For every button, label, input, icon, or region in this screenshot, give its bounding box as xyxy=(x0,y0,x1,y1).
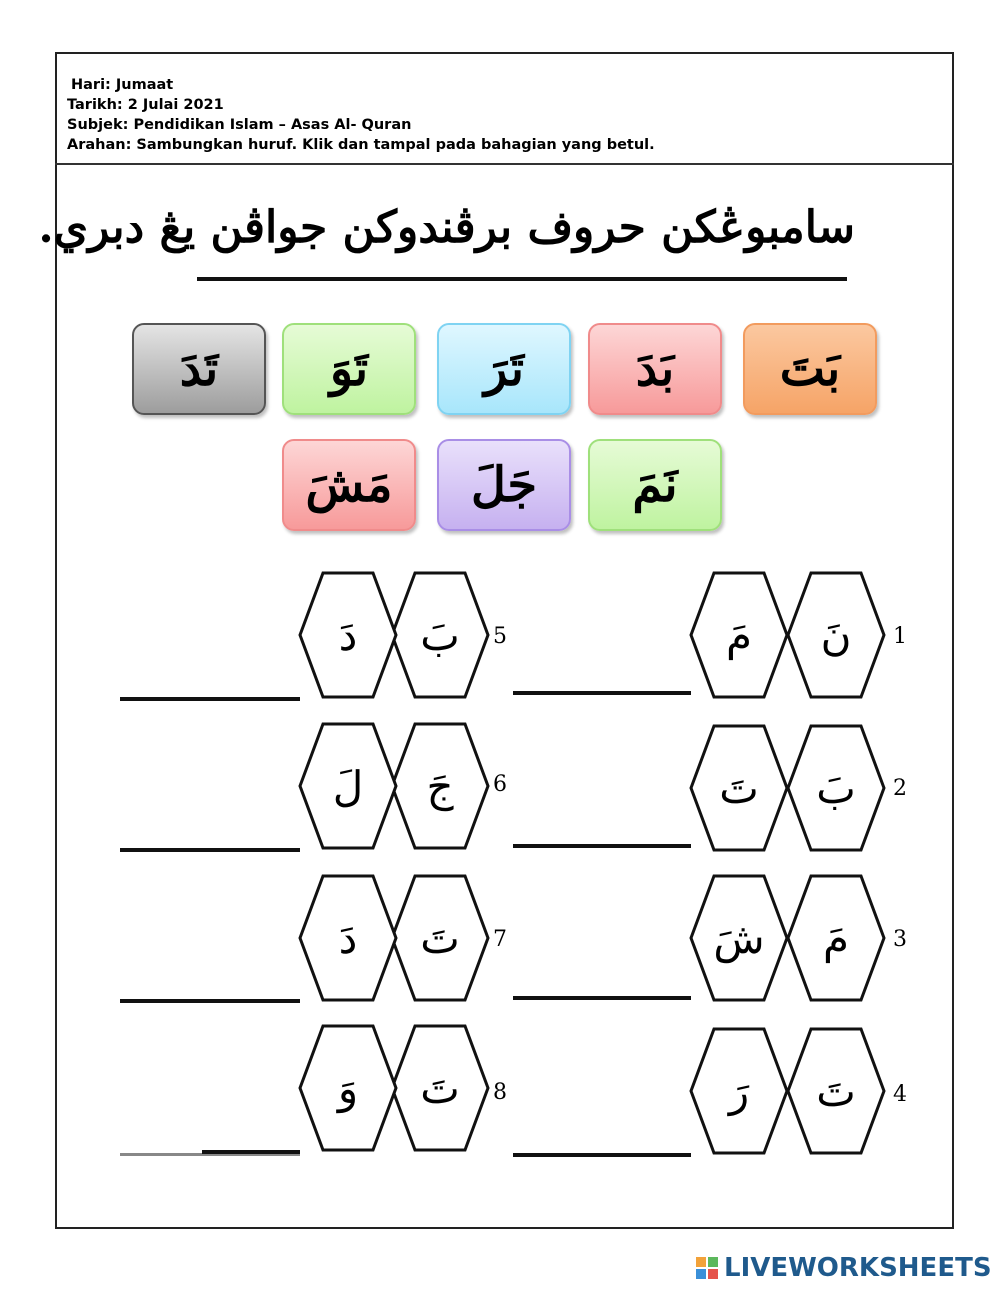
header-divider xyxy=(55,163,954,165)
letter-hexagon xyxy=(689,1027,789,1155)
answer-tile[interactable]: مَشَ xyxy=(282,439,416,531)
question-number: 6 xyxy=(493,772,507,797)
hexagon-letter: نَ xyxy=(820,610,852,660)
header-day: Hari: Jumaat xyxy=(71,77,174,93)
hexagon-letter: جَ xyxy=(426,761,454,811)
hexagon-letter: دَ xyxy=(338,913,358,963)
answer-tile[interactable]: بَدَ xyxy=(588,323,722,415)
hexagon-letter: تَ xyxy=(420,1063,460,1113)
answer-blank[interactable] xyxy=(513,996,691,1000)
answer-tile[interactable]: تَدَ xyxy=(132,323,266,415)
answer-tile[interactable]: نَمَ xyxy=(588,439,722,531)
letter-hexagon xyxy=(390,874,490,1002)
answer-blank[interactable] xyxy=(120,848,300,852)
letter-hexagon xyxy=(689,571,789,699)
hexagon-letter: تَ xyxy=(816,1066,856,1116)
letter-hexagon xyxy=(786,874,886,1002)
letter-hexagon xyxy=(786,724,886,852)
question-number: 8 xyxy=(493,1080,507,1105)
answer-blank-ink xyxy=(202,1150,300,1154)
answer-blank[interactable] xyxy=(513,844,691,848)
hexagon-letter: رَ xyxy=(728,1066,750,1116)
letter-hexagon xyxy=(298,874,398,1002)
hexagon-letter: تَ xyxy=(420,913,460,963)
letter-hexagon xyxy=(689,724,789,852)
question-number: 5 xyxy=(493,624,507,649)
answer-tile[interactable]: تَوَ xyxy=(282,323,416,415)
letter-hexagon xyxy=(298,1024,398,1152)
answer-blank[interactable] xyxy=(120,697,300,701)
hexagon-letter: لَ xyxy=(332,761,364,811)
hexagon-letter: وَ xyxy=(337,1063,359,1113)
brand-name: LIVEWORKSHEETS xyxy=(724,1253,992,1283)
title-underline xyxy=(197,277,847,281)
worksheet-header xyxy=(67,75,655,155)
hexagon-letter: شَ xyxy=(713,913,765,963)
letter-hexagon xyxy=(390,722,490,850)
hexagon-letter: بَ xyxy=(816,763,856,813)
hexagon-letter: دَ xyxy=(338,610,358,660)
header-subject: Subjek: Pendidikan Islam – Asas Al- Quran xyxy=(67,117,412,133)
answer-tile[interactable]: جَلَ xyxy=(437,439,571,531)
answer-tile[interactable]: تَرَ xyxy=(437,323,571,415)
worksheet-title: سامبوڠكن حروف برڤندوكن جواڤن يڠ دبري. xyxy=(38,202,855,253)
hexagon-letter: بَ xyxy=(420,610,460,660)
question-number: 1 xyxy=(893,624,907,649)
hexagon-letter: مَ xyxy=(822,913,849,963)
letter-hexagon xyxy=(390,1024,490,1152)
header-date: Tarikh: 2 Julai 2021 xyxy=(67,97,224,113)
letter-hexagon xyxy=(786,1027,886,1155)
question-number: 2 xyxy=(893,776,907,801)
question-number: 7 xyxy=(493,927,507,952)
liveworksheets-icon xyxy=(696,1257,718,1279)
letter-hexagon xyxy=(390,571,490,699)
answer-tile[interactable]: بَتَ xyxy=(743,323,877,415)
answer-blank[interactable] xyxy=(120,999,300,1003)
letter-hexagon xyxy=(298,722,398,850)
letter-hexagon xyxy=(786,571,886,699)
letter-hexagon xyxy=(689,874,789,1002)
letter-hexagon xyxy=(298,571,398,699)
header-instruction: Arahan: Sambungkan huruf. Klik dan tampal pada bahagian yang betul. xyxy=(67,137,655,153)
question-number: 3 xyxy=(893,927,907,952)
answer-blank[interactable] xyxy=(513,1153,691,1157)
question-number: 4 xyxy=(893,1082,907,1107)
hexagon-letter: تَ xyxy=(719,763,759,813)
hexagon-letter: مَ xyxy=(725,610,752,660)
liveworksheets-logo xyxy=(696,1253,992,1283)
answer-blank[interactable] xyxy=(513,691,691,695)
